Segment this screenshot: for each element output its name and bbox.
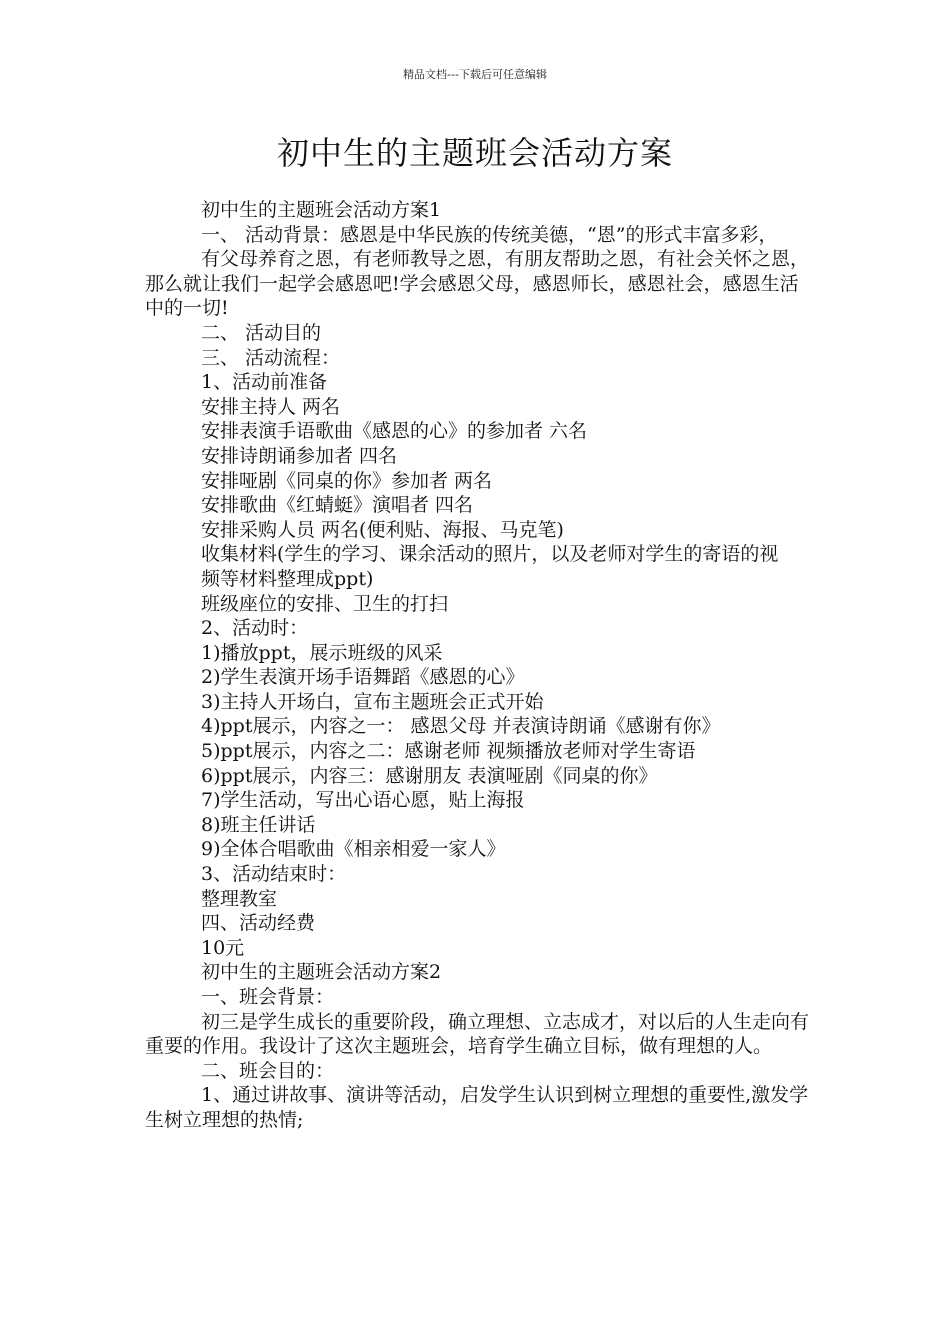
paragraph: 2)学生表演开场手语舞蹈《感恩的心》 <box>201 666 525 689</box>
paragraph: 1、活动前准备 <box>201 371 328 394</box>
header-note: 精品文档---下载后可任意编辑 <box>403 68 547 81</box>
paragraph: 二、班会目的： <box>201 1059 335 1082</box>
paragraph: 7)学生活动，写出心语心愿，贴上海报 <box>201 789 525 812</box>
paragraph: 整理教室 <box>201 887 278 910</box>
paragraph: 安排哑剧《同桌的你》参加者 两名 <box>201 469 493 492</box>
paragraph: 8)班主任讲话 <box>201 813 316 836</box>
paragraph: 一、 活动背景：感恩是中华民族的传统美德，“恩”的形式丰富多彩， <box>201 223 778 246</box>
paragraph: 安排诗朗诵参加者 四名 <box>201 444 398 467</box>
paragraph: 班级座位的安排、卫生的打扫 <box>201 592 449 615</box>
paragraph: 1、通过讲故事、演讲等活动，启发学生认识到树立理想的重要性,激发学生树立理想的热情; <box>145 1084 809 1131</box>
paragraph: 一、班会背景： <box>201 986 335 1008</box>
paragraph: 安排主持人 两名 <box>201 395 341 418</box>
document-title: 初中生的主题班会活动方案 <box>276 134 673 172</box>
paragraph: 9)全体合唱歌曲《相亲相爱一家人》 <box>201 838 506 861</box>
paragraph: 二、 活动目的 <box>201 321 322 344</box>
paragraph: 安排歌曲《红蜻蜓》演唱者 四名 <box>201 494 474 517</box>
paragraph: 1)播放ppt，展示班级的风采 <box>201 641 443 664</box>
paragraph: 初中生的主题班会活动方案1 <box>201 199 442 221</box>
document-body <box>145 198 810 1133</box>
paragraph: 初中生的主题班会活动方案2 <box>201 961 442 984</box>
paragraph: 3)主持人开场白，宣布主题班会正式开始 <box>201 690 544 713</box>
paragraph: 6)ppt展示，内容三：感谢朋友 表演哑剧《同桌的你》 <box>201 764 658 787</box>
paragraph: 2、活动时： <box>201 617 309 640</box>
paragraph: 10元 <box>201 936 245 959</box>
paragraph: 安排采购人员 两名(便利贴、海报、马克笔) <box>201 518 564 541</box>
paragraph: 4)ppt展示，内容之一： 感恩父母 并表演诗朗诵《感谢有你》 <box>201 715 721 738</box>
paragraph: 安排表演手语歌曲《感恩的心》的参加者 六名 <box>201 420 588 443</box>
paragraph: 四、活动经费 <box>201 912 316 935</box>
paragraph: 初三是学生成长的重要阶段，确立理想、立志成才，对以后的人生走向有重要的作用。我设计了这次主题班会，培育学生确立目标，做有理想的人。 <box>145 1010 810 1058</box>
paragraph: 有父母养育之恩，有老师教导之恩，有朋友帮助之恩，有社会关怀之恩，那么就让我们一起学会感恩吧!学会感恩父母，感恩师长，感恩社会，感恩生活中的一切! <box>145 248 810 320</box>
paragraph: 收集材料(学生的学习、课余活动的照片，以及老师对学生的寄语的视频等材料整理成ppt) <box>201 543 779 590</box>
paragraph: 5)ppt展示，内容之二：感谢老师 视频播放老师对学生寄语 <box>201 740 696 763</box>
paragraph: 3、活动结束时： <box>201 863 347 886</box>
paragraph: 三、 活动流程： <box>201 346 341 369</box>
